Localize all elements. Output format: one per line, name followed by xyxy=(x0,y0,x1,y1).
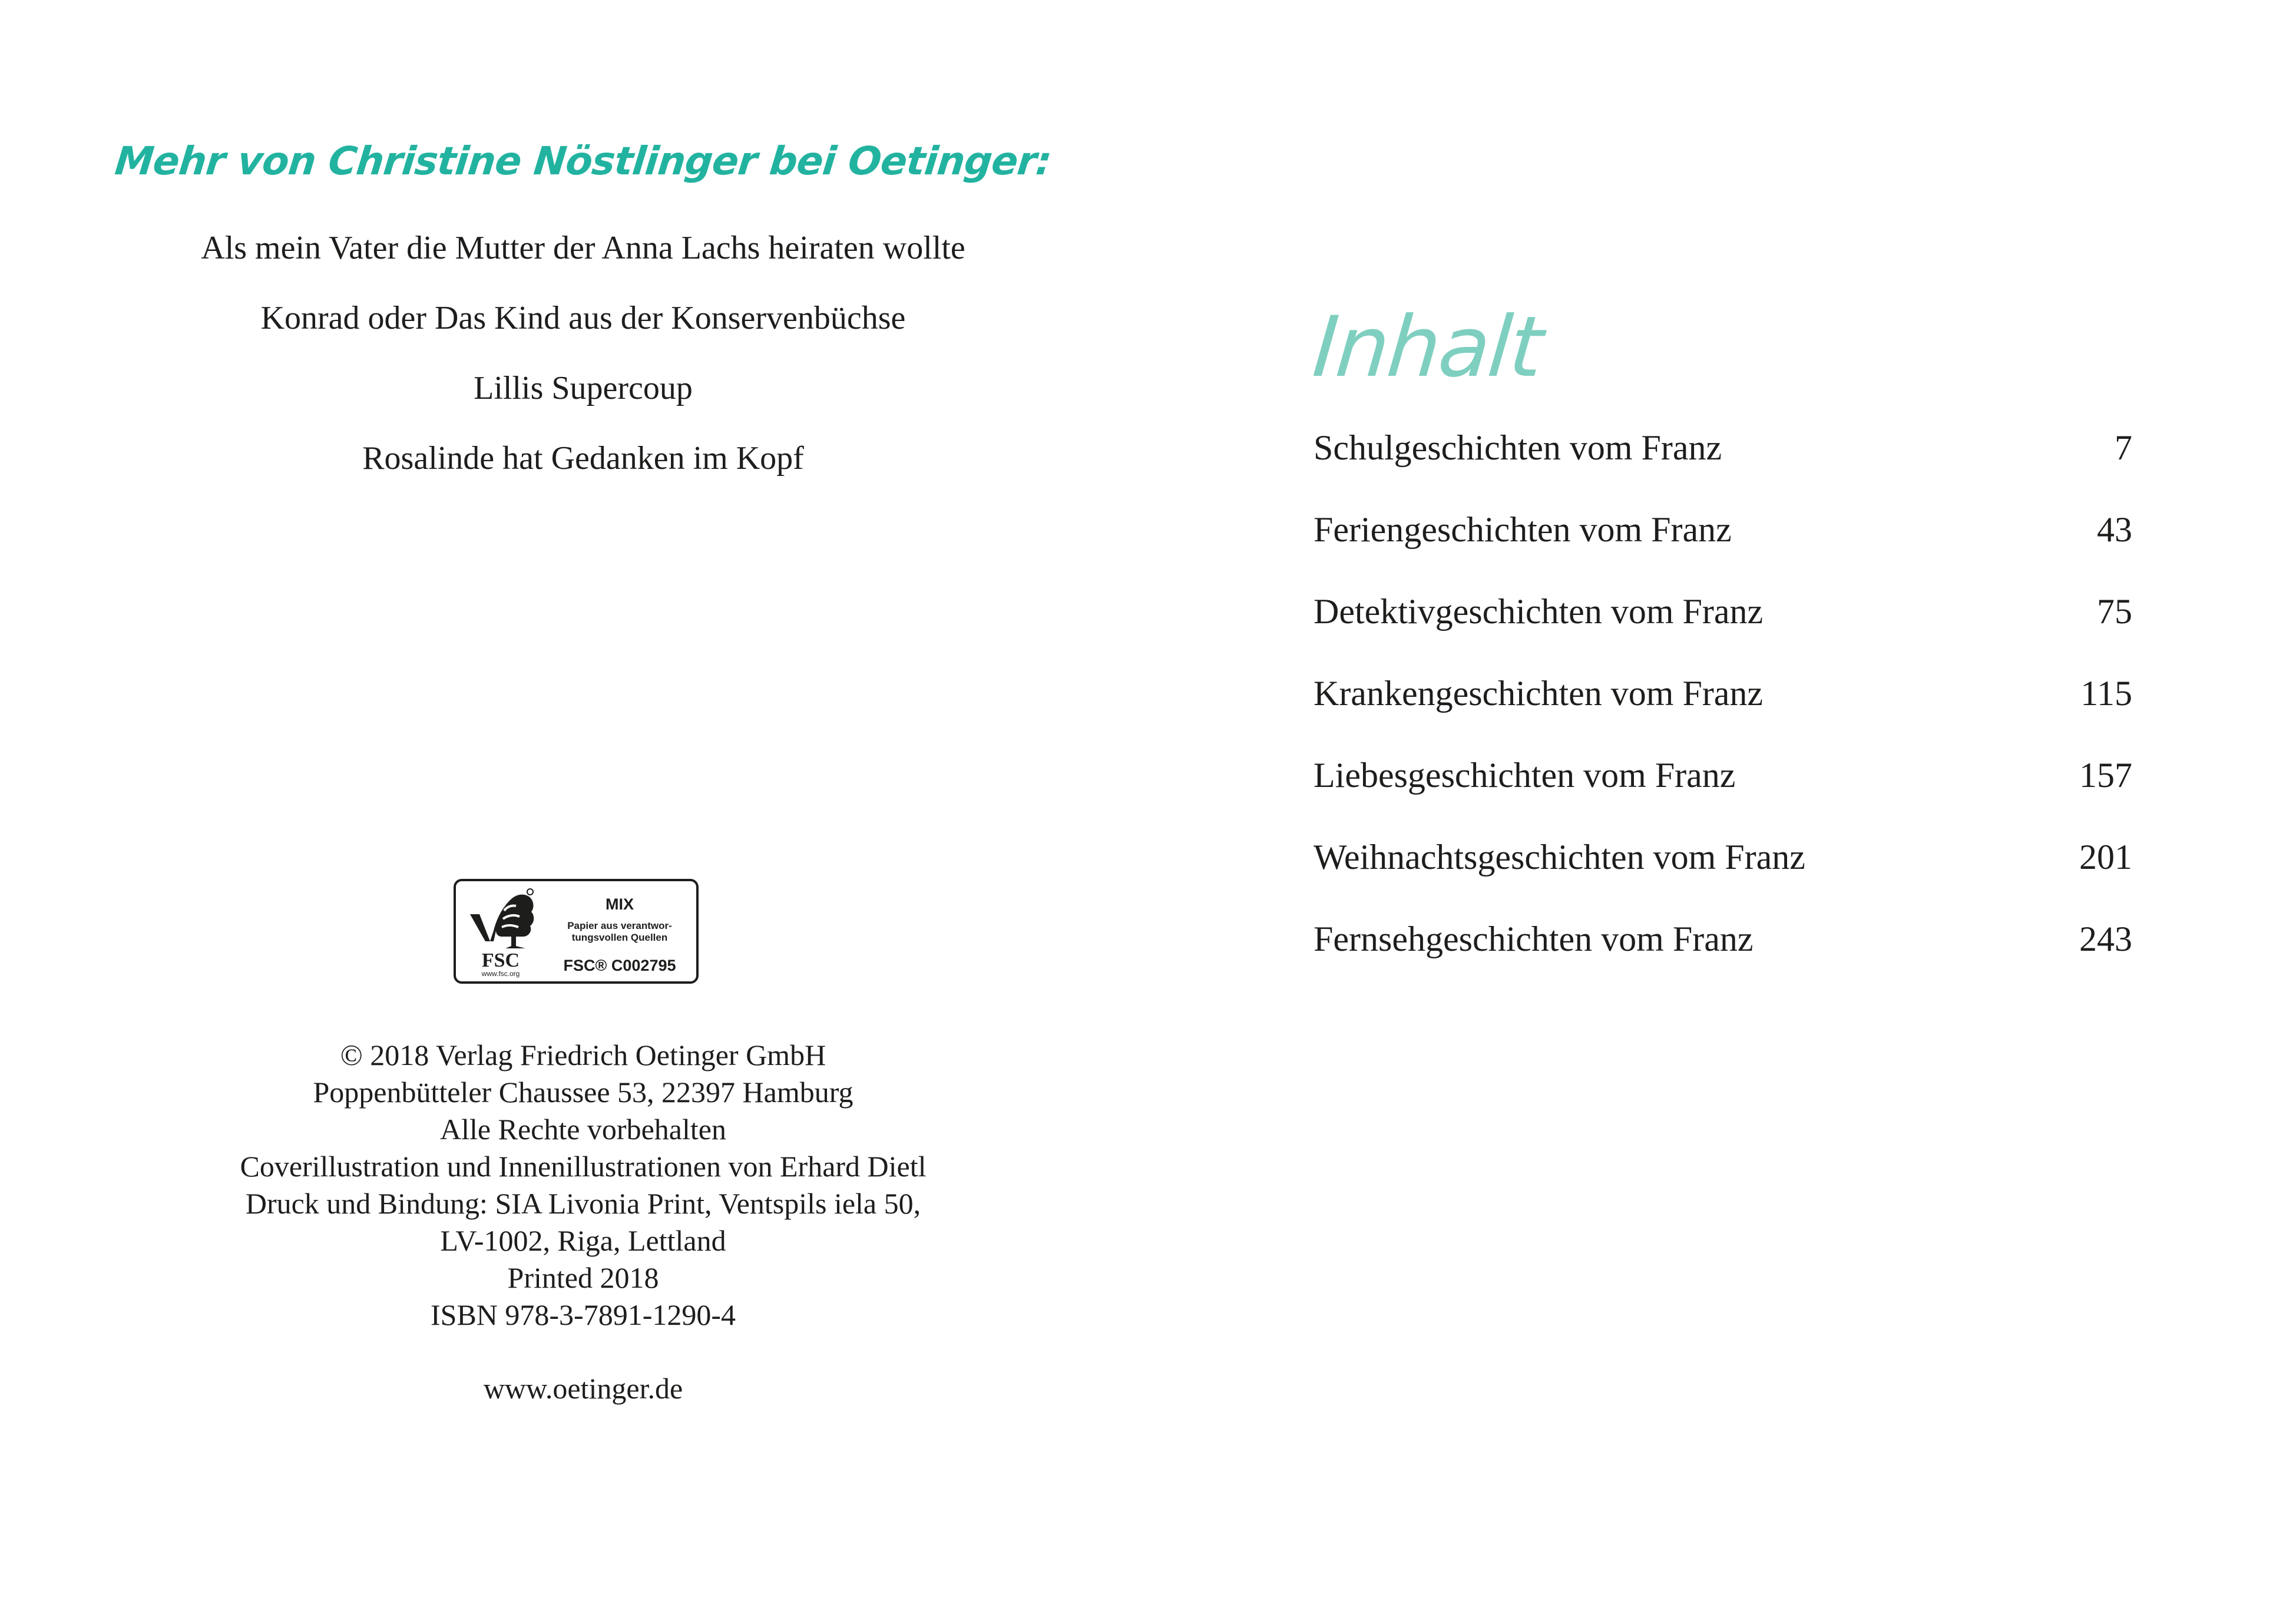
toc-entry-title: Schulgeschichten vom Franz xyxy=(1314,428,1722,467)
toc-entry xyxy=(1314,752,2132,834)
fsc-wordmark: FSC xyxy=(481,950,520,971)
right-page xyxy=(1148,0,2296,1614)
toc-entry xyxy=(1314,506,2132,588)
toc-entry-page: 201 xyxy=(2079,838,2132,877)
imprint-line: Poppenbütteler Chaussee 53, 22397 Hamburg xyxy=(313,1076,853,1109)
fsc-mix-label: MIX xyxy=(605,895,634,913)
list-item: Konrad oder Das Kind aus der Konservenbüchse xyxy=(260,300,906,336)
toc-entry-title: Detektivgeschichten vom Franz xyxy=(1314,592,1764,631)
toc-entry xyxy=(1314,670,2132,752)
table-of-contents xyxy=(1314,424,2132,997)
toc-entry-page: 7 xyxy=(2115,428,2132,467)
list-item: Lillis Supercoup xyxy=(474,370,693,406)
fsc-description-line: Papier aus verantwor- xyxy=(567,920,672,931)
fsc-certification-label xyxy=(454,879,699,984)
fsc-description-line: tungsvollen Quellen xyxy=(571,932,668,943)
imprint-line: LV-1002, Riga, Lettland xyxy=(440,1224,726,1257)
list-item: Als mein Vater die Mutter der Anna Lachs heiraten wollte xyxy=(201,230,965,266)
toc-entry-page: 43 xyxy=(2097,510,2132,549)
imprint-line: Coverillustration und Innenillustrationen von Erhard Dietl xyxy=(240,1150,927,1183)
imprint-line: Printed 2018 xyxy=(507,1261,659,1294)
fsc-description xyxy=(544,920,695,944)
toc-entry-title: Feriengeschichten vom Franz xyxy=(1314,510,1732,549)
toc-entry-title: Fernsehgeschichten vom Franz xyxy=(1314,920,1754,958)
toc-entry-page: 243 xyxy=(2079,920,2132,958)
toc-entry-page: 75 xyxy=(2097,592,2132,631)
toc-entry-title: Krankengeschichten vom Franz xyxy=(1314,674,1764,713)
imprint-line: Alle Rechte vorbehalten xyxy=(440,1113,726,1146)
fsc-tree-icon xyxy=(464,887,537,953)
toc-entry-title: Liebesgeschichten vom Franz xyxy=(1314,756,1736,795)
publisher-website: www.oetinger.de xyxy=(483,1372,683,1405)
toc-entry-page: 157 xyxy=(2079,756,2132,795)
imprint-line: ISBN 978-3-7891-1290-4 xyxy=(430,1298,736,1331)
fsc-url: www.fsc.org xyxy=(481,970,520,978)
toc-heading: Inhalt xyxy=(1309,299,1546,396)
toc-entry xyxy=(1314,588,2132,670)
toc-entry xyxy=(1314,424,2132,506)
list-item: Rosalinde hat Gedanken im Kopf xyxy=(362,440,804,477)
more-books-heading: Mehr von Christine Nöstlinger bei Oetinger: xyxy=(113,138,1054,184)
toc-entry xyxy=(1314,915,2132,997)
toc-entry-page: 115 xyxy=(2080,674,2132,713)
fsc-license-code: FSC® C002795 xyxy=(563,957,676,974)
imprint-line: © 2018 Verlag Friedrich Oetinger GmbH xyxy=(340,1038,826,1071)
toc-entry-title: Weihnachtsgeschichten vom Franz xyxy=(1314,838,1805,877)
book-list xyxy=(0,213,1166,494)
imprint xyxy=(0,1037,1166,1334)
imprint-line: Druck und Bindung: SIA Livonia Print, Ventspils iela 50, xyxy=(245,1187,921,1220)
toc-entry xyxy=(1314,834,2132,915)
